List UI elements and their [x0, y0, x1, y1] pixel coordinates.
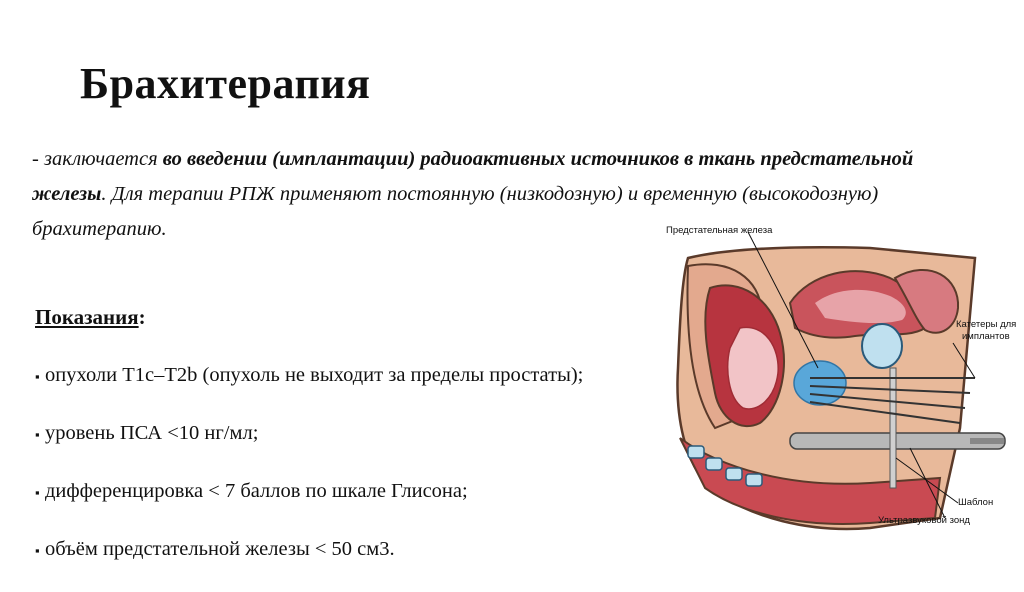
indications-heading-colon: :: [138, 305, 146, 329]
vertebra: [688, 446, 704, 458]
prostate: [794, 361, 846, 405]
list-item: [35, 534, 583, 592]
list-item: [35, 360, 583, 418]
intro-bold: во введении (имплантации) радиоактивных источников в ткань предстательной железы: [32, 148, 914, 205]
label-ultrasound: Ультразвуковой зонд: [878, 515, 970, 526]
list-item-text: дифференцировка < 7 баллов по шкале Глисона;: [45, 480, 468, 502]
page-title: Брахитерапия: [80, 59, 371, 108]
testicle: [862, 324, 902, 368]
intro-part1: - заключается: [32, 148, 163, 170]
indications-list: [35, 360, 583, 592]
intro-part2: . Для терапии РПЖ применяют постоянную (низкодозную) и временную (высокодозную) брахитерапию.: [32, 183, 879, 240]
list-item-text: объём предстательной железы < 50 см3.: [45, 538, 395, 560]
anatomy-diagram: [640, 218, 1024, 558]
indications-heading: [35, 305, 146, 330]
list-item-text: уровень ПСА <10 нг/мл;: [45, 422, 259, 444]
label-catheters-1: Катетеры для: [956, 319, 1017, 330]
brachytherapy-illustration: [640, 218, 1024, 558]
list-item: [35, 418, 583, 476]
probe-handle: [970, 438, 1004, 444]
bullet-icon: ▪: [35, 427, 40, 442]
bullet-icon: ▪: [35, 369, 40, 384]
vertebra: [726, 468, 742, 480]
list-item-text: опухоли Т1с–Т2b (опухоль не выходит за пределы простаты);: [45, 364, 584, 386]
label-catheters-2: имплантов: [962, 331, 1010, 342]
template-plate: [890, 368, 896, 488]
indications-heading-text: Показания: [35, 305, 139, 329]
bullet-icon: ▪: [35, 485, 40, 500]
vertebra: [706, 458, 722, 470]
bullet-icon: ▪: [35, 543, 40, 558]
label-prostate: Предстательная железа: [666, 225, 773, 236]
vertebra: [746, 474, 762, 486]
list-item: [35, 476, 583, 534]
label-template: Шаблон: [958, 497, 994, 508]
